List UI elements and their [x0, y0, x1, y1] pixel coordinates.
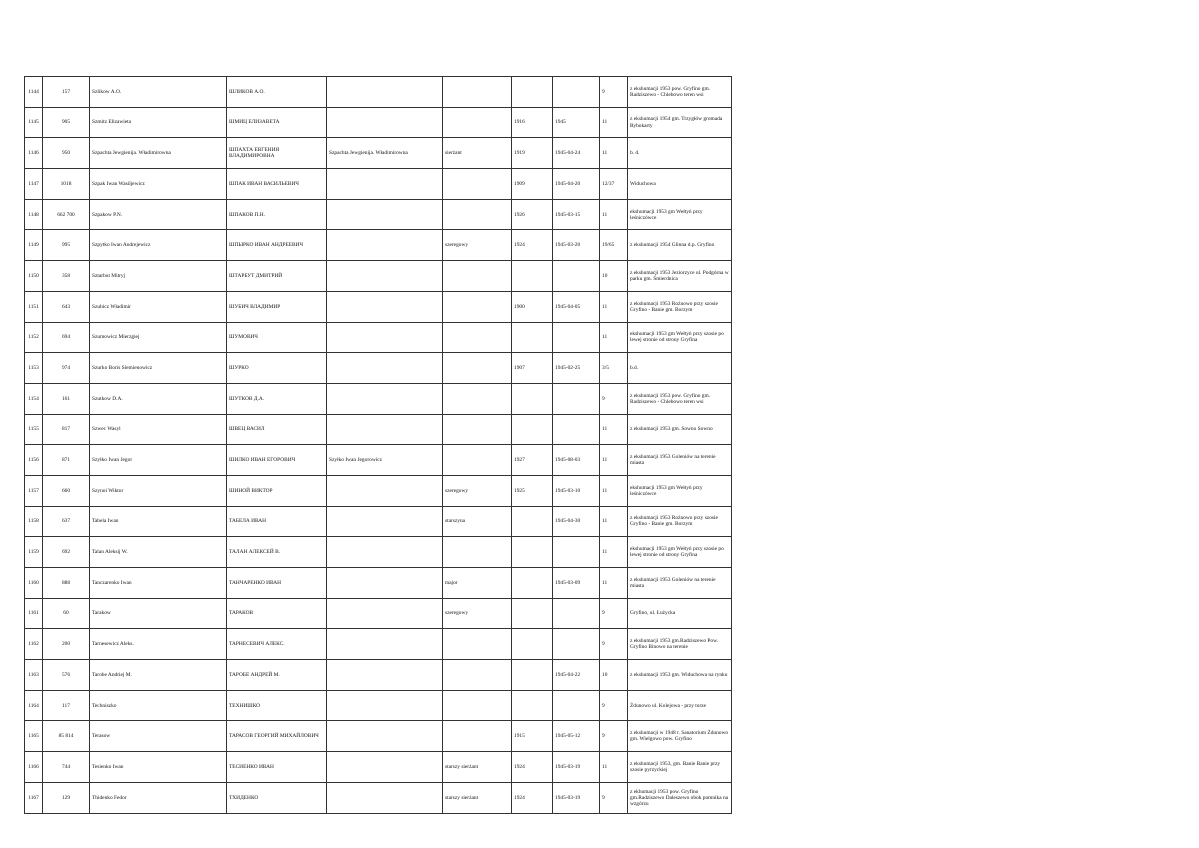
cyrillic-name-cell: ШУМОВИЧ	[227, 322, 327, 353]
notes-cell: Żdunowo ul. Kolejowa - przy torze	[628, 690, 732, 721]
row-number-cell: 1153	[25, 353, 43, 384]
alternate-name-cell	[327, 230, 443, 261]
death-date-cell: 1945-03-19	[553, 752, 600, 783]
row-number-cell: 1157	[25, 475, 43, 506]
cyrillic-name-cell: ШПАКОВ П.Н.	[227, 199, 327, 230]
rank-cell: szeregowy	[443, 598, 512, 629]
cyrillic-name-cell: ШИЛКО ИВАН ЕГОРОВИЧ	[227, 445, 327, 476]
cyrillic-name-cell: ТХИДЕНКО	[227, 782, 327, 813]
rank-cell: szeregowy	[443, 230, 512, 261]
rank-cell	[443, 107, 512, 138]
rank-cell	[443, 261, 512, 292]
alternate-name-cell	[327, 107, 443, 138]
table-row	[25, 568, 732, 599]
burial-register-table	[24, 76, 732, 814]
row-number-cell: 1146	[25, 138, 43, 169]
cyrillic-name-cell: ШИНОЙ ВИКТОР	[227, 475, 327, 506]
grave-number-cell: 9	[600, 721, 628, 752]
alternate-name-cell	[327, 537, 443, 568]
record-number-cell: 85 814	[43, 721, 90, 752]
notes-cell: ekshumacji 1953 gm Wełtyń przy szosie po lewej stronie od strony Gryfina	[628, 322, 732, 353]
notes-cell: z ekshumacji 1953 Goleniów na terenie miasta	[628, 445, 732, 476]
cyrillic-name-cell: ШУТКОВ Д.А.	[227, 383, 327, 414]
birth-year-cell: 1900	[512, 291, 553, 322]
birth-year-cell	[512, 629, 553, 660]
cyrillic-name-cell: ШМИЦ ЕЛИЗАВЕТА	[227, 107, 327, 138]
alternate-name-cell	[327, 690, 443, 721]
row-number-cell: 1144	[25, 77, 43, 108]
rank-cell	[443, 169, 512, 200]
notes-cell: Widuchowa	[628, 169, 732, 200]
polish-name-cell: Szpakow P.N.	[90, 199, 227, 230]
polish-name-cell: Szlikow A.O.	[90, 77, 227, 108]
cyrillic-name-cell: ТАБЕЛА ИВАН	[227, 506, 327, 537]
polish-name-cell: Sztarbut Mitryj	[90, 261, 227, 292]
birth-year-cell: 1915	[512, 721, 553, 752]
cyrillic-name-cell: ТАЛАН АЛЕКСЕЙ В.	[227, 537, 327, 568]
table-row	[25, 199, 732, 230]
death-date-cell: 1945	[553, 107, 600, 138]
table-row	[25, 506, 732, 537]
notes-cell: z ekshumacji 1953 gm. Widuchowa na rynku	[628, 660, 732, 691]
alternate-name-cell	[327, 721, 443, 752]
polish-name-cell: Szwec Wasyl	[90, 414, 227, 445]
cyrillic-name-cell: ТАРОБЕ АНДРЕЙ М.	[227, 660, 327, 691]
table-row	[25, 629, 732, 660]
rank-cell	[443, 537, 512, 568]
birth-year-cell: 1919	[512, 138, 553, 169]
polish-name-cell: Tarakow	[90, 598, 227, 629]
birth-year-cell	[512, 690, 553, 721]
grave-number-cell: 10	[600, 261, 628, 292]
birth-year-cell: 1916	[512, 107, 553, 138]
death-date-cell: 1945-03-15	[553, 199, 600, 230]
rank-cell: sierżant	[443, 138, 512, 169]
grave-number-cell: 11	[600, 752, 628, 783]
rank-cell	[443, 199, 512, 230]
rank-cell	[443, 690, 512, 721]
grave-number-cell: 11	[600, 568, 628, 599]
table-row	[25, 445, 732, 476]
cyrillic-name-cell: ШУРКО	[227, 353, 327, 384]
alternate-name-cell	[327, 414, 443, 445]
notes-cell: z ekshumacji 1953 gm. Sowno Sowno	[628, 414, 732, 445]
notes-cell: z ekshumacji 1953 Jeziorzyce ul. Podgórna w parku gm. Śmierdnica	[628, 261, 732, 292]
table-row	[25, 261, 732, 292]
alternate-name-cell	[327, 77, 443, 108]
death-date-cell: 1945-03-09	[553, 568, 600, 599]
polish-name-cell: Szmitz Elizawieta	[90, 107, 227, 138]
alternate-name-cell	[327, 782, 443, 813]
record-number-cell: 950	[43, 138, 90, 169]
polish-name-cell: Szurko Boris Siemienowicz	[90, 353, 227, 384]
grave-number-cell: 9	[600, 383, 628, 414]
notes-cell: z ekshumacji 1954 gm. Trzygłów gromada Rybokarty	[628, 107, 732, 138]
table-row	[25, 782, 732, 813]
death-date-cell: 1945-04-05	[553, 291, 600, 322]
notes-cell: z ekshumacji 1953 pow. Gryfino gm. Radziszewo - Chlebowo teren wsi	[628, 77, 732, 108]
notes-cell: z ekshumacji 1953 Goleniów na terenie miasta	[628, 568, 732, 599]
record-number-cell: 117	[43, 690, 90, 721]
grave-number-cell: 11	[600, 322, 628, 353]
alternate-name-cell	[327, 322, 443, 353]
record-number-cell: 744	[43, 752, 90, 783]
alternate-name-cell	[327, 752, 443, 783]
record-number-cell: 660	[43, 475, 90, 506]
rank-cell	[443, 383, 512, 414]
birth-year-cell: 1924	[512, 752, 553, 783]
death-date-cell: 1945-03-19	[553, 782, 600, 813]
row-number-cell: 1147	[25, 169, 43, 200]
notes-cell: ekshumacji 1953 gm Wełtyń przy leśniczówce	[628, 199, 732, 230]
birth-year-cell: 1907	[512, 353, 553, 384]
birth-year-cell: 1909	[512, 169, 553, 200]
row-number-cell: 1148	[25, 199, 43, 230]
record-number-cell: 1018	[43, 169, 90, 200]
row-number-cell: 1164	[25, 690, 43, 721]
death-date-cell	[553, 322, 600, 353]
row-number-cell: 1155	[25, 414, 43, 445]
rank-cell: major	[443, 568, 512, 599]
cyrillic-name-cell: ШПАХТА ЕВГЕНИЯ ВЛАДИМИРОВНА	[227, 138, 327, 169]
table-row	[25, 230, 732, 261]
alternate-name-cell	[327, 291, 443, 322]
grave-number-cell: 11	[600, 291, 628, 322]
table-row	[25, 598, 732, 629]
notes-cell: z ekhumacji 1953 pow. Gryfino gm.Radziszewo Daleszewo obok pomnika na wzgórzu	[628, 782, 732, 813]
death-date-cell: 1945-03-10	[553, 475, 600, 506]
death-date-cell: 1945-05-12	[553, 721, 600, 752]
record-number-cell: 905	[43, 107, 90, 138]
polish-name-cell: Tanczarenko Iwan	[90, 568, 227, 599]
notes-cell: z ekshumacji w 1948 r. Sanatorium Żdunowo gm. Wielgowo pow. Gryfino	[628, 721, 732, 752]
alternate-name-cell	[327, 353, 443, 384]
death-date-cell: 1945-04-20	[553, 169, 600, 200]
cyrillic-name-cell: ТЕХНИШКО	[227, 690, 327, 721]
alternate-name-cell	[327, 660, 443, 691]
birth-year-cell	[512, 77, 553, 108]
register-rows	[25, 77, 732, 814]
grave-number-cell: 12/37	[600, 169, 628, 200]
table-row	[25, 353, 732, 384]
rank-cell: szeregowy	[443, 475, 512, 506]
record-number-cell: 643	[43, 291, 90, 322]
death-date-cell	[553, 629, 600, 660]
cyrillic-name-cell: ШУБИЧ ВЛАДИМИР	[227, 291, 327, 322]
notes-cell: z ekshumacji 1953 pow. Gryfino gm. Radziszewo - Chlebowo teren wsi	[628, 383, 732, 414]
rank-cell	[443, 629, 512, 660]
row-number-cell: 1149	[25, 230, 43, 261]
birth-year-cell: 1924	[512, 782, 553, 813]
alternate-name-cell	[327, 169, 443, 200]
cyrillic-name-cell: ШВЕЦ ВАСИЛ	[227, 414, 327, 445]
alternate-name-cell	[327, 506, 443, 537]
row-number-cell: 1156	[25, 445, 43, 476]
row-number-cell: 1151	[25, 291, 43, 322]
row-number-cell: 1166	[25, 752, 43, 783]
death-date-cell: 1945-04-24	[553, 138, 600, 169]
birth-year-cell	[512, 414, 553, 445]
record-number-cell: 576	[43, 660, 90, 691]
rank-cell	[443, 77, 512, 108]
cyrillic-name-cell: ТЕСИЕНКО ИВАН	[227, 752, 327, 783]
grave-number-cell: 11	[600, 445, 628, 476]
table-row	[25, 169, 732, 200]
polish-name-cell: Tarnesewicz Aleks.	[90, 629, 227, 660]
birth-year-cell	[512, 506, 553, 537]
birth-year-cell: 1927	[512, 445, 553, 476]
row-number-cell: 1162	[25, 629, 43, 660]
record-number-cell: 157	[43, 77, 90, 108]
rank-cell	[443, 291, 512, 322]
notes-cell: z ekshumacji 1953, gm. Banie Banie przy szosie pyrzyckiej	[628, 752, 732, 783]
birth-year-cell: 1924	[512, 230, 553, 261]
alternate-name-cell	[327, 199, 443, 230]
table-row	[25, 322, 732, 353]
record-number-cell: 871	[43, 445, 90, 476]
grave-number-cell: 19/65	[600, 230, 628, 261]
birth-year-cell	[512, 598, 553, 629]
alternate-name-cell	[327, 475, 443, 506]
birth-year-cell	[512, 383, 553, 414]
record-number-cell: 995	[43, 230, 90, 261]
rank-cell: starszyna	[443, 506, 512, 537]
grave-number-cell: 11	[600, 107, 628, 138]
record-number-cell: 637	[43, 506, 90, 537]
record-number-cell: 888	[43, 568, 90, 599]
row-number-cell: 1152	[25, 322, 43, 353]
row-number-cell: 1167	[25, 782, 43, 813]
record-number-cell: 200	[43, 629, 90, 660]
birth-year-cell: 1925	[512, 475, 553, 506]
table-row	[25, 77, 732, 108]
rank-cell	[443, 353, 512, 384]
death-date-cell	[553, 690, 600, 721]
polish-name-cell: Szubicz Władimir	[90, 291, 227, 322]
polish-name-cell: Terasow	[90, 721, 227, 752]
notes-cell: b. d.	[628, 138, 732, 169]
notes-cell: b.d.	[628, 353, 732, 384]
row-number-cell: 1165	[25, 721, 43, 752]
birth-year-cell	[512, 261, 553, 292]
polish-name-cell: Tarobe Andriej M.	[90, 660, 227, 691]
polish-name-cell: Tabela Iwan	[90, 506, 227, 537]
cyrillic-name-cell: ШЛИКОВ А.О.	[227, 77, 327, 108]
death-date-cell	[553, 261, 600, 292]
record-number-cell: 692	[43, 537, 90, 568]
table-row	[25, 752, 732, 783]
polish-name-cell: Szumowicz Mierzgiej	[90, 322, 227, 353]
notes-cell: ekshumacji 1953 gm Wełtyń przy leśniczówce	[628, 475, 732, 506]
table-row	[25, 537, 732, 568]
table-row	[25, 138, 732, 169]
row-number-cell: 1160	[25, 568, 43, 599]
rank-cell	[443, 721, 512, 752]
grave-number-cell: 11	[600, 475, 628, 506]
notes-cell: z ekshumacji 1953 Rożnowo przy szosie Gryfino - Banie gm. Borzym	[628, 291, 732, 322]
polish-name-cell: Szynoi Wiktor	[90, 475, 227, 506]
notes-cell: Gryfino, ul. Łużycka	[628, 598, 732, 629]
row-number-cell: 1158	[25, 506, 43, 537]
notes-cell: z ekshumacji 1953 Rożnowo przy szosie Gryfino - Banie gm. Borzym	[628, 506, 732, 537]
row-number-cell: 1154	[25, 383, 43, 414]
row-number-cell: 1161	[25, 598, 43, 629]
birth-year-cell: 1926	[512, 199, 553, 230]
death-date-cell	[553, 77, 600, 108]
cyrillic-name-cell: ТАРАСОВ ГЕОРГИЙ МИХАЙЛОВИЧ	[227, 721, 327, 752]
polish-name-cell: Szutkow D.A.	[90, 383, 227, 414]
table-row	[25, 383, 732, 414]
cyrillic-name-cell: ТАРНЕСЕВИЧ АЛЕКС.	[227, 629, 327, 660]
grave-number-cell: 11	[600, 414, 628, 445]
death-date-cell: 1945-02-25	[553, 353, 600, 384]
death-date-cell: 1945-04-30	[553, 506, 600, 537]
grave-number-cell: 11	[600, 199, 628, 230]
rank-cell	[443, 445, 512, 476]
row-number-cell: 1163	[25, 660, 43, 691]
row-number-cell: 1150	[25, 261, 43, 292]
polish-name-cell: Techniszko	[90, 690, 227, 721]
row-number-cell: 1159	[25, 537, 43, 568]
record-number-cell: 60	[43, 598, 90, 629]
birth-year-cell	[512, 660, 553, 691]
table-row	[25, 690, 732, 721]
alternate-name-cell	[327, 629, 443, 660]
table-row	[25, 107, 732, 138]
alternate-name-cell	[327, 383, 443, 414]
notes-cell: ekshumacji 1953 gm Wełtyń przy szosie po lewej stronie od strony Gryfina	[628, 537, 732, 568]
grave-number-cell: 9	[600, 782, 628, 813]
grave-number-cell: 11	[600, 506, 628, 537]
record-number-cell: 694	[43, 322, 90, 353]
death-date-cell	[553, 598, 600, 629]
grave-number-cell: 10	[600, 660, 628, 691]
birth-year-cell	[512, 568, 553, 599]
grave-number-cell: 3/5	[600, 353, 628, 384]
alternate-name-cell	[327, 598, 443, 629]
rank-cell	[443, 322, 512, 353]
record-number-cell: 662 700	[43, 199, 90, 230]
row-number-cell: 1145	[25, 107, 43, 138]
polish-name-cell: Szpytko Iwan Andrejewicz	[90, 230, 227, 261]
death-date-cell: 1945-03-20	[553, 230, 600, 261]
death-date-cell	[553, 383, 600, 414]
alternate-name-cell	[327, 568, 443, 599]
notes-cell: z ekshumacji 1953 gm.Radziszewo Pow. Gryfino Binowo na terenie	[628, 629, 732, 660]
polish-name-cell: Szpak Iwan Wasiljewicz	[90, 169, 227, 200]
grave-number-cell: 9	[600, 690, 628, 721]
cyrillic-name-cell: ТАРАКОВ	[227, 598, 327, 629]
table-row	[25, 475, 732, 506]
grave-number-cell: 11	[600, 537, 628, 568]
polish-name-cell: Tesienko Iwan	[90, 752, 227, 783]
polish-name-cell: Szpachta Jewgienija. Władimirowna	[90, 138, 227, 169]
table-row	[25, 660, 732, 691]
grave-number-cell: 11	[600, 138, 628, 169]
death-date-cell	[553, 537, 600, 568]
cyrillic-name-cell: ШПАК ИВАН ВАСИЛЬЕВИЧ	[227, 169, 327, 200]
birth-year-cell	[512, 537, 553, 568]
notes-cell: z ekshumacji 1954 Glinna d.p. Gryfino	[628, 230, 732, 261]
polish-name-cell: Thidenko Fedor	[90, 782, 227, 813]
record-number-cell: 817	[43, 414, 90, 445]
alternate-name-cell: Szpachta Jewgienija. Władimirowna	[327, 138, 443, 169]
death-date-cell	[553, 414, 600, 445]
record-number-cell: 974	[43, 353, 90, 384]
grave-number-cell: 9	[600, 629, 628, 660]
grave-number-cell: 9	[600, 77, 628, 108]
polish-name-cell: Talan Aleksij W.	[90, 537, 227, 568]
alternate-name-cell: Szyłko Iwan Jegorowicz	[327, 445, 443, 476]
cyrillic-name-cell: ТАНЧАРЕНКО ИВАН	[227, 568, 327, 599]
rank-cell	[443, 660, 512, 691]
record-number-cell: 129	[43, 782, 90, 813]
table-row	[25, 291, 732, 322]
alternate-name-cell	[327, 261, 443, 292]
rank-cell: starszy sierżant	[443, 752, 512, 783]
table-row	[25, 414, 732, 445]
cyrillic-name-cell: ШТАРБУТ ДМИТРИЙ	[227, 261, 327, 292]
cyrillic-name-cell: ШПЫРКО ИВАН АНДРЕЕВИЧ	[227, 230, 327, 261]
rank-cell	[443, 414, 512, 445]
table-row	[25, 721, 732, 752]
birth-year-cell	[512, 322, 553, 353]
grave-number-cell: 9	[600, 598, 628, 629]
death-date-cell: 1945-04-22	[553, 660, 600, 691]
record-number-cell: 161	[43, 383, 90, 414]
record-number-cell: 358	[43, 261, 90, 292]
death-date-cell: 1945-08-03	[553, 445, 600, 476]
polish-name-cell: Szyłko Iwan Jegor	[90, 445, 227, 476]
rank-cell: starszy sierżant	[443, 782, 512, 813]
